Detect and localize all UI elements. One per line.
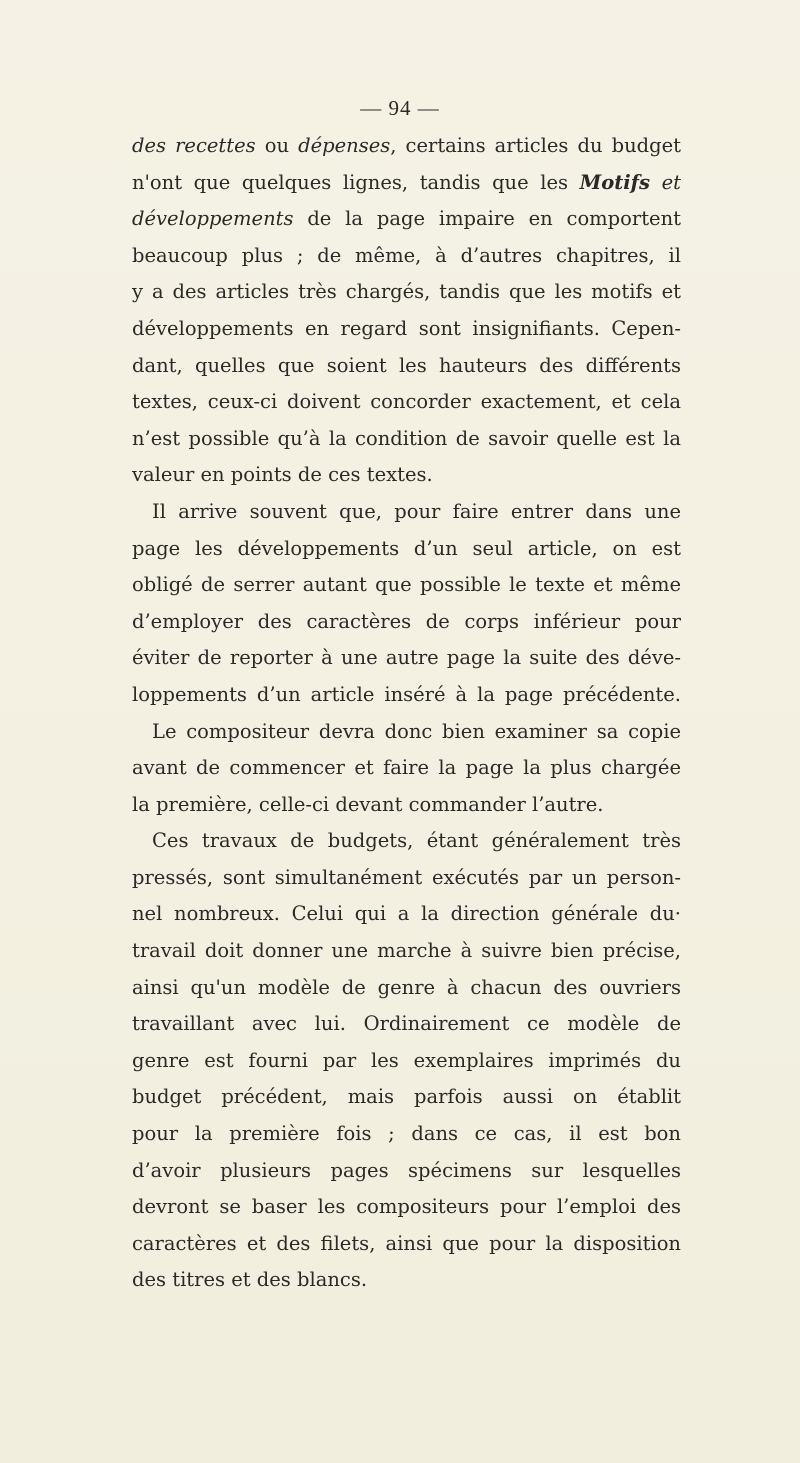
text-segment: textes, ceux-ci doivent concorder exactement, et cela bbox=[132, 390, 681, 414]
text-segment: éviter de reporter à une autre page la suite des déve- bbox=[132, 646, 681, 670]
text-segment: budget précédent, mais parfois aussi on établit bbox=[132, 1085, 681, 1109]
text-segment: beaucoup plus ; de même, à d’autres chapitres, il bbox=[132, 243, 681, 267]
text-line bbox=[132, 348, 681, 385]
text-line bbox=[132, 860, 681, 897]
text-segment: valeur en points de ces textes. bbox=[132, 463, 433, 487]
text-line bbox=[132, 1079, 681, 1116]
text-segment: genre est fourni par les exemplaires imprimés du bbox=[132, 1048, 681, 1072]
text-line bbox=[132, 457, 681, 494]
text-segment: nel nombreux. Celui qui a la direction générale du· bbox=[132, 902, 681, 926]
text-segment: n'ont que quelques lignes, tandis que les bbox=[132, 170, 580, 194]
text-segment: obligé de serrer autant que possible le texte et même bbox=[132, 573, 681, 597]
text-segment: développements en regard sont insignifiants. Cepen- bbox=[132, 316, 681, 340]
text-line bbox=[132, 384, 681, 421]
text-segment: la première, celle-ci devant commander l’autre. bbox=[132, 792, 604, 816]
text-segment: de la page impaire en comportent bbox=[293, 207, 681, 231]
text-segment: Ces travaux de budgets, étant généralement très bbox=[152, 829, 681, 853]
text-line bbox=[132, 823, 681, 860]
text-segment: ou bbox=[255, 134, 299, 157]
text-line bbox=[132, 128, 681, 165]
text-line bbox=[132, 677, 681, 714]
text-segment: loppements d’un article inséré à la page précédente. bbox=[132, 682, 681, 706]
text-line bbox=[132, 933, 681, 970]
text-segment: caractères et des filets, ainsi que pour la disposition bbox=[132, 1231, 681, 1255]
text-segment: des recettes bbox=[132, 134, 256, 157]
text-segment: développements bbox=[132, 207, 294, 231]
text-segment: Il arrive souvent que, pour faire entrer dans une bbox=[152, 499, 681, 523]
text-line bbox=[132, 274, 681, 311]
text-line bbox=[132, 604, 681, 641]
text-segment: dant, quelles que soient les hauteurs des différents bbox=[132, 353, 681, 377]
text-line bbox=[132, 787, 681, 824]
text-segment: , certains articles du budget bbox=[390, 134, 681, 157]
text-line bbox=[132, 640, 681, 677]
text-segment: dépenses bbox=[298, 134, 391, 157]
text-line bbox=[132, 201, 681, 238]
text-line bbox=[132, 421, 681, 458]
text-line bbox=[132, 970, 681, 1007]
text-line bbox=[132, 1226, 681, 1263]
text-line bbox=[132, 1116, 681, 1153]
text-line bbox=[132, 714, 681, 751]
text-line bbox=[132, 311, 681, 348]
text-segment: Le compositeur devra donc bien examiner sa copie bbox=[152, 719, 681, 743]
text-line bbox=[132, 238, 681, 275]
text-segment: des titres et des blancs. bbox=[132, 1268, 368, 1292]
text-segment: pour la première fois ; dans ce cas, il est bon bbox=[132, 1122, 681, 1146]
text-segment: page les développements d’un seul article, on est bbox=[132, 536, 681, 560]
text-segment: ainsi qu'un modèle de genre à chacun des ouvriers bbox=[132, 975, 681, 999]
text-segment: Motifs bbox=[579, 170, 651, 194]
text-segment: d’avoir plusieurs pages spécimens sur lesquelles bbox=[132, 1158, 681, 1182]
page-number: — 94 — bbox=[360, 96, 440, 120]
text-segment: y a des articles très chargés, tandis que les motifs et bbox=[132, 280, 681, 304]
text-line bbox=[132, 494, 681, 531]
text-segment: d’employer des caractères de corps inférieur pour bbox=[132, 609, 681, 633]
text-line bbox=[132, 1153, 681, 1190]
text-line bbox=[132, 531, 681, 568]
text-segment: travail doit donner une marche à suivre bien précise, bbox=[132, 939, 681, 963]
text-line bbox=[132, 750, 681, 787]
text-segment: avant de commencer et faire la page la plus chargée bbox=[132, 756, 681, 780]
text-line bbox=[132, 1006, 681, 1043]
text-segment: devront se baser les compositeurs pour l’emploi des bbox=[132, 1195, 681, 1219]
text-line bbox=[132, 165, 681, 202]
text-line bbox=[132, 896, 681, 933]
text-line bbox=[132, 1043, 681, 1080]
text-segment: pressés, sont simultanément exécutés par un person- bbox=[132, 865, 681, 889]
body-text bbox=[132, 128, 681, 1299]
text-segment: n’est possible qu’à la condition de savoir quelle est la bbox=[132, 426, 681, 450]
text-segment: travaillant avec lui. Ordinairement ce modèle de bbox=[132, 1012, 681, 1036]
text-line bbox=[132, 567, 681, 604]
text-segment: et bbox=[650, 170, 681, 194]
text-line bbox=[132, 1189, 681, 1226]
text-line bbox=[132, 1262, 681, 1299]
